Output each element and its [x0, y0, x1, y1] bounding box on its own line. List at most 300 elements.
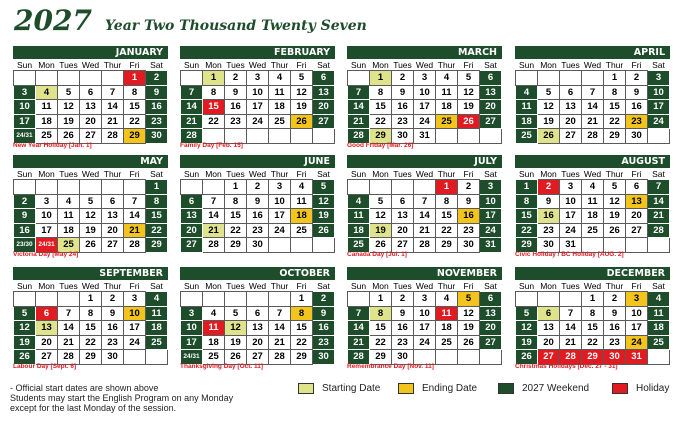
day-cell: 23 [146, 114, 168, 129]
day-cell: 1 [203, 71, 225, 86]
day-cell: 2 [146, 71, 168, 86]
day-cell: 9 [247, 194, 269, 209]
day-cell: 9 [538, 194, 560, 209]
day-cell: 1 [436, 180, 458, 195]
day-cell: 31 [626, 350, 648, 365]
day-cell: 20 [560, 114, 582, 129]
day-cell: 27 [313, 114, 335, 129]
month-name: APRIL [515, 46, 670, 59]
day-cell: 10 [626, 306, 648, 321]
footer-line: Students may start the English Program on any Monday [10, 393, 234, 403]
weekday-label: Fri [463, 168, 474, 179]
day-cell: 23 [313, 335, 335, 350]
empty-cell [436, 350, 458, 365]
weekday-label: Mon [540, 59, 557, 70]
legend-starting [298, 383, 380, 395]
empty-cell [392, 180, 414, 195]
day-cell: 10 [36, 209, 58, 224]
day-cell: 20 [181, 223, 203, 238]
day-cell: 9 [225, 85, 247, 100]
day-cell: 3 [36, 194, 58, 209]
day-cell: 18 [58, 223, 80, 238]
day-cell: 1 [225, 180, 247, 195]
day-cell: 5 [516, 306, 538, 321]
day-cell: 18 [291, 209, 313, 224]
day-cell: 18 [516, 114, 538, 129]
month-april [515, 46, 670, 144]
holiday-note: Victoria Day [May 24] [13, 251, 79, 258]
day-cell: 9 [313, 306, 335, 321]
day-cell: 8 [582, 306, 604, 321]
day-cell: 4 [36, 85, 58, 100]
day-cell: 8 [291, 306, 313, 321]
day-cell: 25 [269, 114, 291, 129]
day-cell: 26 [458, 114, 480, 129]
weekday-label: Mon [372, 168, 389, 179]
day-cell: 6 [36, 306, 58, 321]
empty-cell [124, 350, 146, 365]
day-cell: 31 [480, 238, 502, 253]
empty-cell [269, 238, 291, 253]
day-cell: 22 [370, 114, 392, 129]
day-cell: 10 [480, 194, 502, 209]
day-cell: 18 [436, 321, 458, 336]
weekday-label: Thur [103, 168, 122, 179]
day-cell: 12 [80, 209, 102, 224]
day-cell: 23 [247, 223, 269, 238]
weekday-label: Sun [183, 59, 200, 70]
day-cell: 21 [181, 114, 203, 129]
day-cell: 14 [414, 209, 436, 224]
day-cell: 28 [102, 129, 124, 144]
legend-ending [398, 383, 477, 395]
day-cell: 25 [291, 223, 313, 238]
month-june [180, 155, 335, 253]
weekday-label: Sun [518, 280, 535, 291]
empty-cell [436, 129, 458, 144]
day-cell: 2 [247, 180, 269, 195]
day-cell: 7 [181, 85, 203, 100]
day-cell: 5 [225, 306, 247, 321]
day-cell: 6 [181, 194, 203, 209]
day-cell: 5 [313, 180, 335, 195]
weekday-label: Wed [81, 59, 100, 70]
empty-cell [538, 71, 560, 86]
day-cell: 29 [436, 238, 458, 253]
day-cell: 27 [392, 238, 414, 253]
weekday-label: Sat [484, 168, 497, 179]
day-cell: 28 [348, 129, 370, 144]
day-cell: 20 [392, 223, 414, 238]
day-cell: 11 [648, 306, 670, 321]
day-cell: 10 [648, 85, 670, 100]
day-cell: 14 [348, 100, 370, 115]
day-cell: 7 [124, 194, 146, 209]
day-cell: 11 [516, 100, 538, 115]
day-cell: 4 [348, 194, 370, 209]
empty-cell [203, 180, 225, 195]
day-cell: 16 [225, 100, 247, 115]
empty-cell [582, 238, 604, 253]
empty-cell [458, 350, 480, 365]
empty-cell [291, 129, 313, 144]
holiday-note: Labour Day [Sept. 6] [13, 363, 77, 370]
day-cell: 27 [480, 114, 502, 129]
day-cell: 22 [124, 114, 146, 129]
day-cell: 27 [538, 350, 560, 365]
month-name: MAY [13, 155, 168, 168]
day-cell: 3 [181, 306, 203, 321]
day-cell: 6 [480, 71, 502, 86]
day-cell: 24 [648, 114, 670, 129]
day-cell: 20 [102, 223, 124, 238]
day-cell: 17 [648, 100, 670, 115]
day-cell: 7 [348, 85, 370, 100]
day-cell: 22 [291, 335, 313, 350]
day-cell: 20 [36, 335, 58, 350]
day-cell: 30 [313, 350, 335, 365]
day-cell: 17 [247, 100, 269, 115]
day-cell: 11 [291, 194, 313, 209]
day-cell: 24 [480, 223, 502, 238]
day-cell: 30 [626, 129, 648, 144]
weekday-label: Thur [437, 280, 456, 291]
day-cell: 9 [392, 85, 414, 100]
day-cell: 23 [626, 114, 648, 129]
day-cell: 1 [146, 180, 168, 195]
legend-label: Starting Date [322, 383, 381, 395]
empty-cell [269, 129, 291, 144]
day-cell: 7 [269, 306, 291, 321]
day-cell: 6 [80, 85, 102, 100]
day-cell: 18 [203, 335, 225, 350]
day-cell: 12 [370, 209, 392, 224]
weekday-label: Fri [296, 59, 307, 70]
day-cell: 22 [225, 223, 247, 238]
day-cell: 15 [80, 321, 102, 336]
day-cell: 19 [538, 114, 560, 129]
day-cell: 19 [313, 209, 335, 224]
empty-cell [458, 129, 480, 144]
day-cell: 11 [436, 306, 458, 321]
day-cell: 17 [626, 321, 648, 336]
empty-cell [203, 292, 225, 307]
empty-cell [516, 71, 538, 86]
day-cell: 8 [516, 194, 538, 209]
day-cell: 12 [516, 321, 538, 336]
day-cell: 16 [538, 209, 560, 224]
day-cell: 19 [370, 223, 392, 238]
day-cell: 4 [203, 306, 225, 321]
day-cell: 26 [225, 350, 247, 365]
weekday-label: Tues [59, 168, 78, 179]
page-title [14, 4, 367, 38]
day-cell: 14 [560, 321, 582, 336]
day-cell: 11 [436, 85, 458, 100]
day-cell: 2 [102, 292, 124, 307]
day-cell: 3 [414, 292, 436, 307]
day-cell: 10 [414, 85, 436, 100]
weekday-label: Mon [540, 280, 557, 291]
day-cell: 29 [124, 129, 146, 144]
day-cell: 29 [370, 129, 392, 144]
holiday-note: Christmas Holidays [Dec. 27 - 31] [515, 363, 618, 370]
day-cell: 1 [604, 71, 626, 86]
day-cell: 15 [124, 100, 146, 115]
day-cell: 30 [604, 350, 626, 365]
weekday-label: Thur [270, 59, 289, 70]
day-cell: 23 [604, 335, 626, 350]
day-cell: 6 [560, 85, 582, 100]
day-cell: 14 [203, 209, 225, 224]
day-cell: 1 [370, 292, 392, 307]
weekday-label: Tues [561, 280, 580, 291]
day-cell: 21 [269, 335, 291, 350]
day-cell: 27 [626, 223, 648, 238]
holiday-note: Good Friday [Mar. 26] [347, 142, 414, 149]
day-cell: 15 [516, 209, 538, 224]
day-cell: 18 [146, 321, 168, 336]
weekday-label: Sat [652, 280, 665, 291]
day-cell: 12 [14, 321, 36, 336]
day-cell: 16 [626, 100, 648, 115]
day-cell: 30 [458, 238, 480, 253]
day-cell: 1 [582, 292, 604, 307]
day-cell: 4 [58, 194, 80, 209]
empty-cell [36, 180, 58, 195]
weekday-label: Mon [205, 168, 222, 179]
weekday-label: Tues [561, 59, 580, 70]
weekday-label: Sun [350, 168, 367, 179]
day-cell: 21 [348, 335, 370, 350]
day-cell: 8 [604, 85, 626, 100]
weekday-label: Tues [393, 280, 412, 291]
weekday-label: Wed [415, 280, 434, 291]
day-cell: 13 [313, 85, 335, 100]
weekday-label: Thur [103, 280, 122, 291]
day-cell: 1 [370, 71, 392, 86]
day-cell: 13 [247, 321, 269, 336]
day-cell: 3 [414, 71, 436, 86]
weekday-label: Sun [518, 59, 535, 70]
day-cell: 19 [458, 100, 480, 115]
weekday-label: Fri [631, 59, 642, 70]
weekday-label: Wed [415, 59, 434, 70]
day-cell: 24 [414, 335, 436, 350]
day-cell: 12 [58, 100, 80, 115]
day-cell: 28 [348, 350, 370, 365]
day-cell: 25 [348, 238, 370, 253]
month-name: JANUARY [13, 46, 168, 59]
empty-cell [648, 129, 670, 144]
day-cell: 29 [80, 350, 102, 365]
day-cell: 26 [291, 114, 313, 129]
empty-cell [648, 350, 670, 365]
weekday-label: Thur [270, 280, 289, 291]
day-cell: 27 [560, 129, 582, 144]
day-cell: 16 [392, 100, 414, 115]
weekday-label: Mon [205, 280, 222, 291]
weekday-label: Tues [59, 59, 78, 70]
day-cell: 6 [626, 180, 648, 195]
weekday-label: Sat [652, 168, 665, 179]
weekday-label: Wed [248, 59, 267, 70]
day-cell: 9 [146, 85, 168, 100]
day-cell: 2 [14, 194, 36, 209]
day-cell: 20 [80, 114, 102, 129]
day-cell: 12 [458, 306, 480, 321]
day-cell: 18 [269, 100, 291, 115]
day-cell: 24 [247, 114, 269, 129]
day-cell: 29 [370, 350, 392, 365]
empty-cell [124, 180, 146, 195]
day-cell: 17 [36, 223, 58, 238]
day-cell: 19 [604, 209, 626, 224]
weekday-label: Fri [129, 280, 140, 291]
legend-label: Holiday [636, 383, 670, 395]
day-cell: 21 [648, 209, 670, 224]
weekday-label: Sun [16, 168, 33, 179]
empty-cell [560, 71, 582, 86]
empty-cell [14, 292, 36, 307]
day-cell: 7 [648, 180, 670, 195]
day-cell: 8 [146, 194, 168, 209]
day-cell: 5 [291, 71, 313, 86]
weekday-label: Thur [437, 59, 456, 70]
day-cell: 4 [582, 180, 604, 195]
day-cell: 26 [58, 129, 80, 144]
day-cell: 15 [370, 321, 392, 336]
day-cell: 12 [313, 194, 335, 209]
weekend-swatch [498, 383, 514, 394]
weekday-label: Thur [270, 168, 289, 179]
day-cell: 10 [124, 306, 146, 321]
day-cell: 10 [247, 85, 269, 100]
day-cell: 28 [58, 350, 80, 365]
day-cell: 15 [582, 321, 604, 336]
day-cell: 11 [146, 306, 168, 321]
day-cell: 25 [36, 129, 58, 144]
legend-weekend [498, 383, 589, 395]
day-cell: 20 [626, 209, 648, 224]
day-cell: 29 [146, 238, 168, 253]
empty-cell [291, 238, 313, 253]
weekday-label: Mon [540, 168, 557, 179]
day-cell: 5 [458, 71, 480, 86]
day-cell: 28 [648, 223, 670, 238]
weekday-label: Sat [150, 280, 163, 291]
day-cell: 28 [269, 350, 291, 365]
day-cell: 15 [146, 209, 168, 224]
weekday-label: Fri [129, 168, 140, 179]
weekday-label: Sun [183, 280, 200, 291]
day-cell: 2 [626, 71, 648, 86]
day-cell: 8 [203, 85, 225, 100]
weekday-label: Wed [81, 280, 100, 291]
day-cell: 22 [370, 335, 392, 350]
day-cell: 14 [102, 100, 124, 115]
day-cell: 2 [225, 71, 247, 86]
day-cell: 15 [291, 321, 313, 336]
day-cell: 2 [538, 180, 560, 195]
weekday-label: Fri [129, 59, 140, 70]
day-cell: 30 [146, 129, 168, 144]
day-cell: 18 [348, 223, 370, 238]
empty-cell [348, 292, 370, 307]
day-cell: 25 [516, 129, 538, 144]
day-cell: 28 [560, 350, 582, 365]
weekday-label: Tues [393, 168, 412, 179]
day-cell: 11 [269, 85, 291, 100]
day-cell: 19 [458, 321, 480, 336]
day-cell: 26 [370, 238, 392, 253]
month-name: AUGUST [515, 155, 670, 168]
day-cell: 17 [414, 100, 436, 115]
day-cell: 7 [203, 194, 225, 209]
empty-cell [560, 292, 582, 307]
day-cell: 15 [203, 100, 225, 115]
day-cell: 27 [247, 350, 269, 365]
day-cell: 21 [582, 114, 604, 129]
day-cell: 4 [516, 85, 538, 100]
day-cell: 28 [414, 238, 436, 253]
day-cell: 6 [538, 306, 560, 321]
day-cell: 9 [102, 306, 124, 321]
day-cell: 30 [392, 129, 414, 144]
day-cell: 29 [582, 350, 604, 365]
weekday-label: Sat [317, 280, 330, 291]
empty-cell [36, 71, 58, 86]
weekday-label: Thur [605, 280, 624, 291]
empty-cell [181, 180, 203, 195]
empty-cell [58, 71, 80, 86]
empty-cell [604, 238, 626, 253]
month-november [347, 267, 502, 370]
day-cell: 3 [14, 85, 36, 100]
month-february [180, 46, 335, 149]
month-july [347, 155, 502, 258]
day-cell: 7 [414, 194, 436, 209]
day-cell: 1 [80, 292, 102, 307]
ending-swatch [398, 383, 414, 394]
empty-cell [626, 238, 648, 253]
day-cell: 10 [414, 306, 436, 321]
day-cell: 7 [102, 85, 124, 100]
day-cell: 28 [203, 238, 225, 253]
empty-cell [538, 292, 560, 307]
empty-cell [181, 71, 203, 86]
day-cell: 6 [480, 292, 502, 307]
day-cell: 15 [370, 100, 392, 115]
day-cell: 1 [516, 180, 538, 195]
day-cell: 20 [538, 335, 560, 350]
empty-cell [313, 238, 335, 253]
day-cell: 27 [80, 129, 102, 144]
weekday-label: Thur [437, 168, 456, 179]
day-cell: 19 [80, 223, 102, 238]
day-cell: 28 [582, 129, 604, 144]
day-cell: 3 [124, 292, 146, 307]
day-cell: 31 [414, 129, 436, 144]
weekday-label: Mon [372, 59, 389, 70]
day-cell: 16 [14, 223, 36, 238]
weekday-label: Mon [38, 280, 55, 291]
day-cell: 14 [181, 100, 203, 115]
day-cell: 11 [582, 194, 604, 209]
day-cell: 11 [348, 209, 370, 224]
day-cell: 13 [36, 321, 58, 336]
day-cell: 21 [102, 114, 124, 129]
